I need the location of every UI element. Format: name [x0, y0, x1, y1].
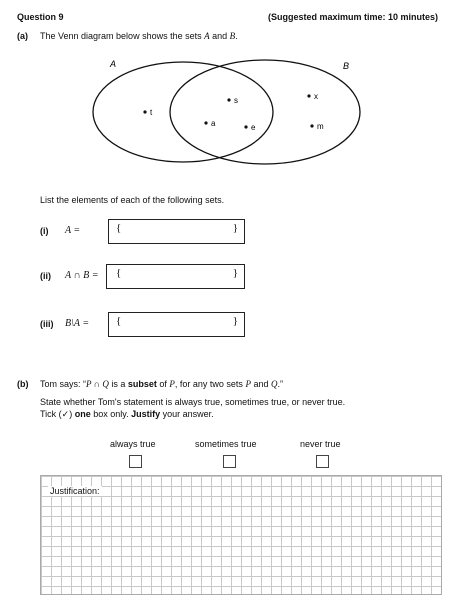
- element-t: [143, 108, 153, 117]
- option-always-true-label: always true: [110, 439, 156, 449]
- state-instruction: State whether Tom's statement is always true, sometimes true, or never true.: [40, 397, 346, 407]
- item-ii-expr: A ∩ B =: [65, 270, 99, 281]
- svg-text:m: m: [317, 122, 324, 131]
- answer-box-a[interactable]: [108, 219, 245, 244]
- item-i-number: (i): [40, 226, 49, 236]
- justification-label: Justification:: [50, 486, 100, 496]
- close-brace: }: [232, 315, 238, 327]
- element-m: [310, 122, 324, 131]
- element-e: [244, 123, 256, 132]
- element-x: [307, 92, 318, 101]
- element-a: [204, 119, 216, 128]
- always-true-checkbox[interactable]: [129, 455, 142, 468]
- set-b-ellipse: [170, 60, 360, 164]
- part-a-label: (a): [17, 31, 28, 41]
- svg-text:e: e: [251, 123, 256, 132]
- tick-instruction: Tick (✓) one box only. Justify your answer.: [40, 409, 214, 419]
- svg-text:s: s: [234, 96, 238, 105]
- item-i-expr: A =: [65, 225, 81, 236]
- venn-label-b: B: [343, 61, 350, 71]
- element-s: [227, 96, 238, 105]
- open-brace: {: [116, 222, 122, 234]
- venn-label-a: A: [110, 59, 117, 69]
- part-a-intro: The Venn diagram below shows the sets A and B.: [40, 31, 238, 41]
- open-brace: {: [116, 315, 122, 327]
- part-b-label: (b): [17, 379, 29, 389]
- sometimes-true-checkbox[interactable]: [223, 455, 236, 468]
- venn-diagram: [0, 0, 469, 200]
- never-true-checkbox[interactable]: [316, 455, 329, 468]
- list-instruction: List the elements of each of the following sets.: [40, 195, 225, 205]
- svg-text:x: x: [314, 92, 318, 101]
- open-brace: {: [116, 267, 122, 279]
- justification-grid[interactable]: [40, 475, 442, 595]
- item-iii-number: (iii): [40, 319, 54, 329]
- svg-text:t: t: [150, 108, 153, 117]
- time-hint: (Suggested maximum time: 10 minutes): [268, 12, 439, 22]
- set-a-ellipse: [93, 62, 273, 162]
- answer-box-a-intersect-b[interactable]: [106, 264, 245, 289]
- option-sometimes-true-label: sometimes true: [195, 439, 257, 449]
- answer-box-b-minus-a[interactable]: [108, 312, 245, 337]
- tom-statement: Tom says: “P ∩ Q is a subset of P, for any two sets P and Q.”: [40, 379, 283, 389]
- question-number: Question 9: [17, 12, 64, 22]
- option-never-true-label: never true: [300, 439, 341, 449]
- close-brace: }: [232, 222, 238, 234]
- item-iii-expr: B\A =: [65, 318, 90, 329]
- item-ii-number: (ii): [40, 271, 51, 281]
- svg-text:a: a: [211, 119, 216, 128]
- close-brace: }: [232, 267, 238, 279]
